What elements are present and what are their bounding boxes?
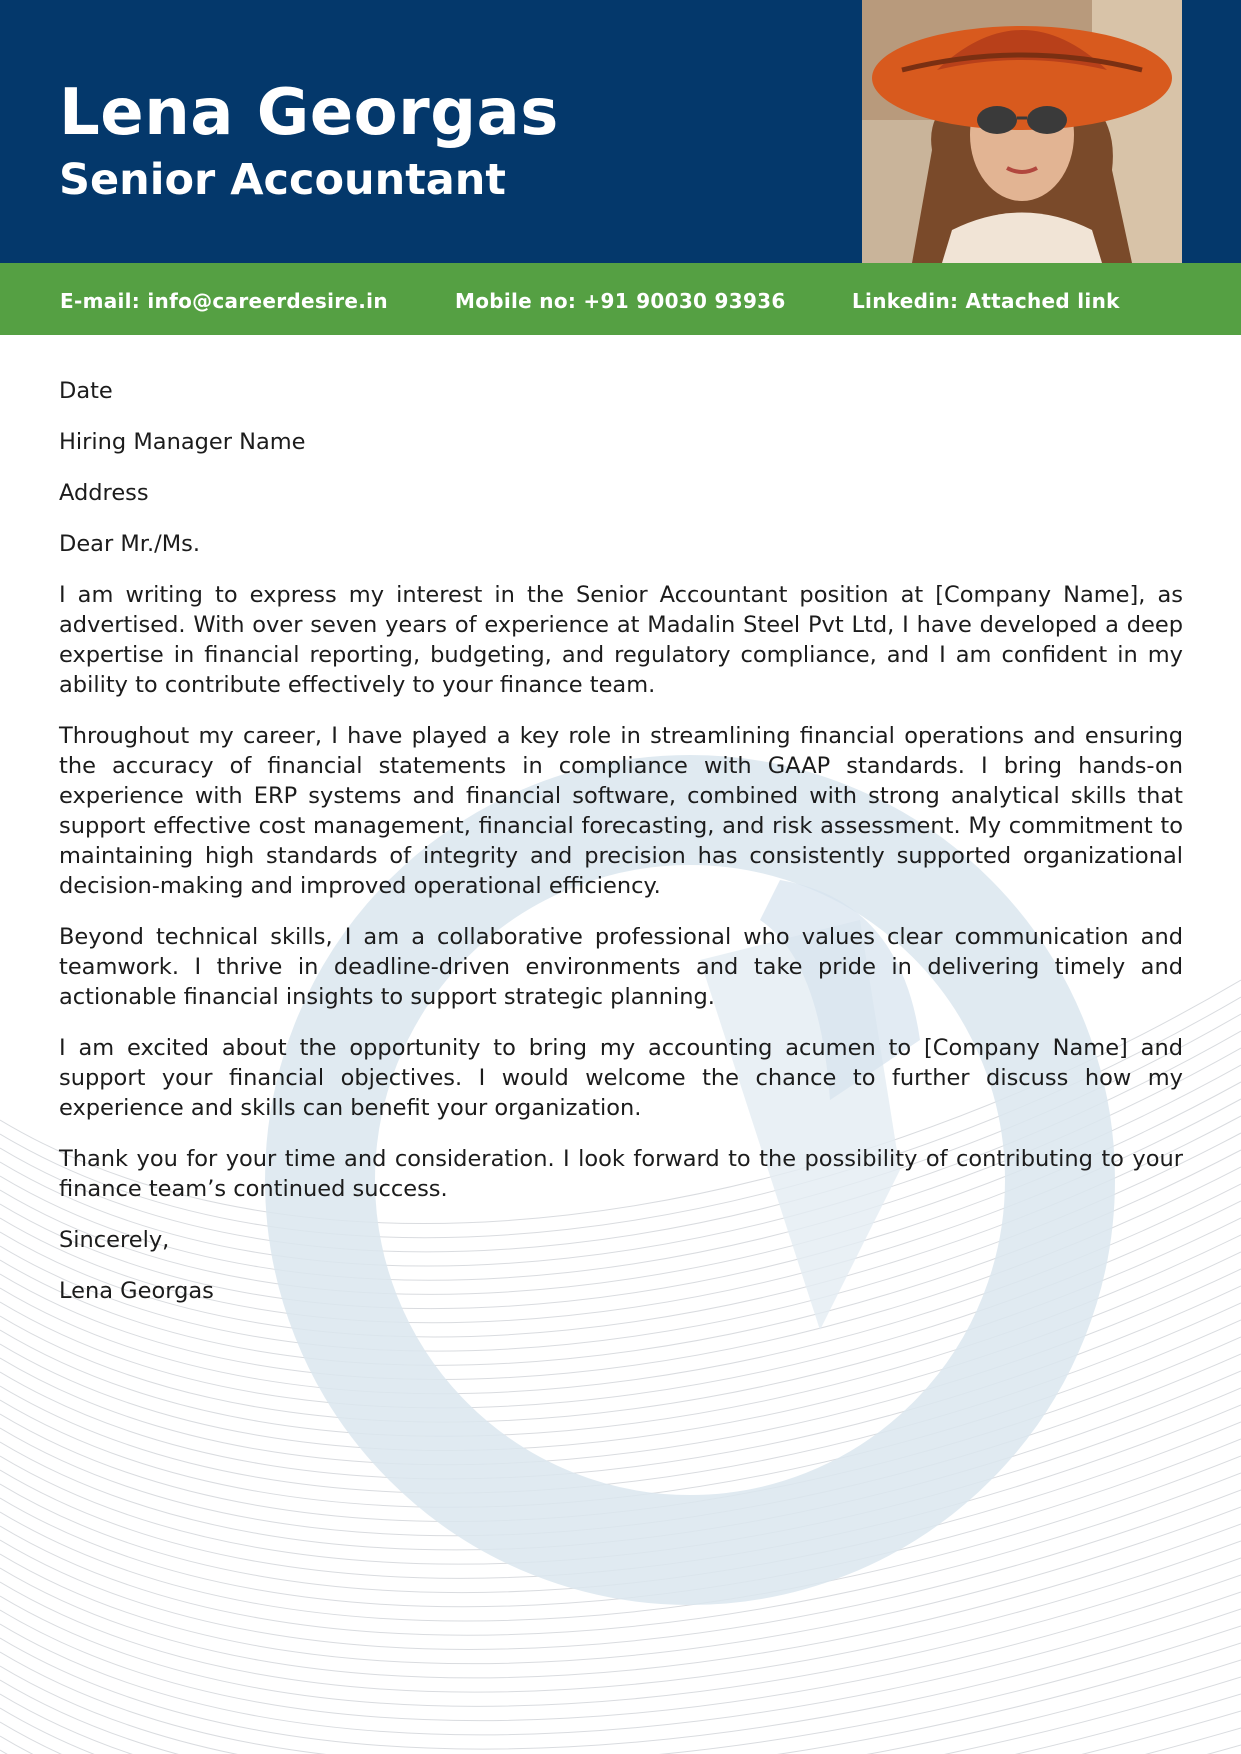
applicant-name: Lena Georgas — [59, 76, 559, 150]
background-wave-line — [0, 1694, 1241, 1754]
paragraph-experience: Throughout my career, I have played a key role in streamlining financial operations and ensuring the accuracy of financial statements in compliance with GAAP standards. I bring hands-on experience with ERP systems and financial software, combined with strong analytical skills that support effective cost management, financial forecasting, and risk assessment. My commitment to maintaining high standards of integrity and precision has consistently supported organizational decision-making and improved operational efficiency. — [59, 723, 1183, 899]
background-wave-line — [0, 1626, 1241, 1754]
paragraph-interest: I am excited about the opportunity to bring my accounting acumen to [Company Name] and support your financial objectives. I would welcome the chance to further discuss how my experience and skills can benefit your organization. — [59, 1035, 1183, 1121]
job-title: Senior Accountant — [59, 155, 506, 205]
paragraph-thanks: Thank you for your time and consideration. I look forward to the possibility of contributing to your finance team’s continued success. — [59, 1146, 1183, 1202]
background-wave-line — [0, 1745, 1241, 1754]
profile-photo — [862, 0, 1182, 263]
background-wave-line — [0, 1728, 1241, 1754]
contact-email[interactable]: E-mail: info@careerdesire.in — [60, 289, 388, 313]
contact-linkedin[interactable]: Linkedin: Attached link — [852, 289, 1120, 313]
background-wave-line — [0, 1711, 1241, 1754]
salutation: Dear Mr./Ms. — [59, 531, 200, 557]
contact-mobile[interactable]: Mobile no: +91 90030 93936 — [455, 289, 786, 313]
recipient-address: Address — [59, 480, 149, 506]
closing: Sincerely, — [59, 1227, 170, 1253]
cover-letter-body — [59, 376, 1183, 1327]
background-wave-line — [0, 1660, 1241, 1754]
paragraph-soft-skills: Beyond technical skills, I am a collaborative professional who values clear communication and teamwork. I thrive in deadline-driven environments and take pride in delivering timely and actionable financial insights to support strategic planning. — [59, 924, 1183, 1010]
signature: Lena Georgas — [59, 1278, 214, 1304]
recipient-name: Hiring Manager Name — [59, 429, 306, 455]
background-wave-line — [0, 1643, 1241, 1754]
paragraph-intro: I am writing to express my interest in the Senior Accountant position at [Company Name], as advertised. With over seven years of experience at Madalin Steel Pvt Ltd, I have developed a deep expertise in financial reporting, budgeting, and regulatory compliance, and I am confident in my ability to contribute effectively to your finance team. — [59, 582, 1183, 698]
contact-bar — [0, 263, 1241, 335]
letter-date: Date — [59, 378, 113, 404]
